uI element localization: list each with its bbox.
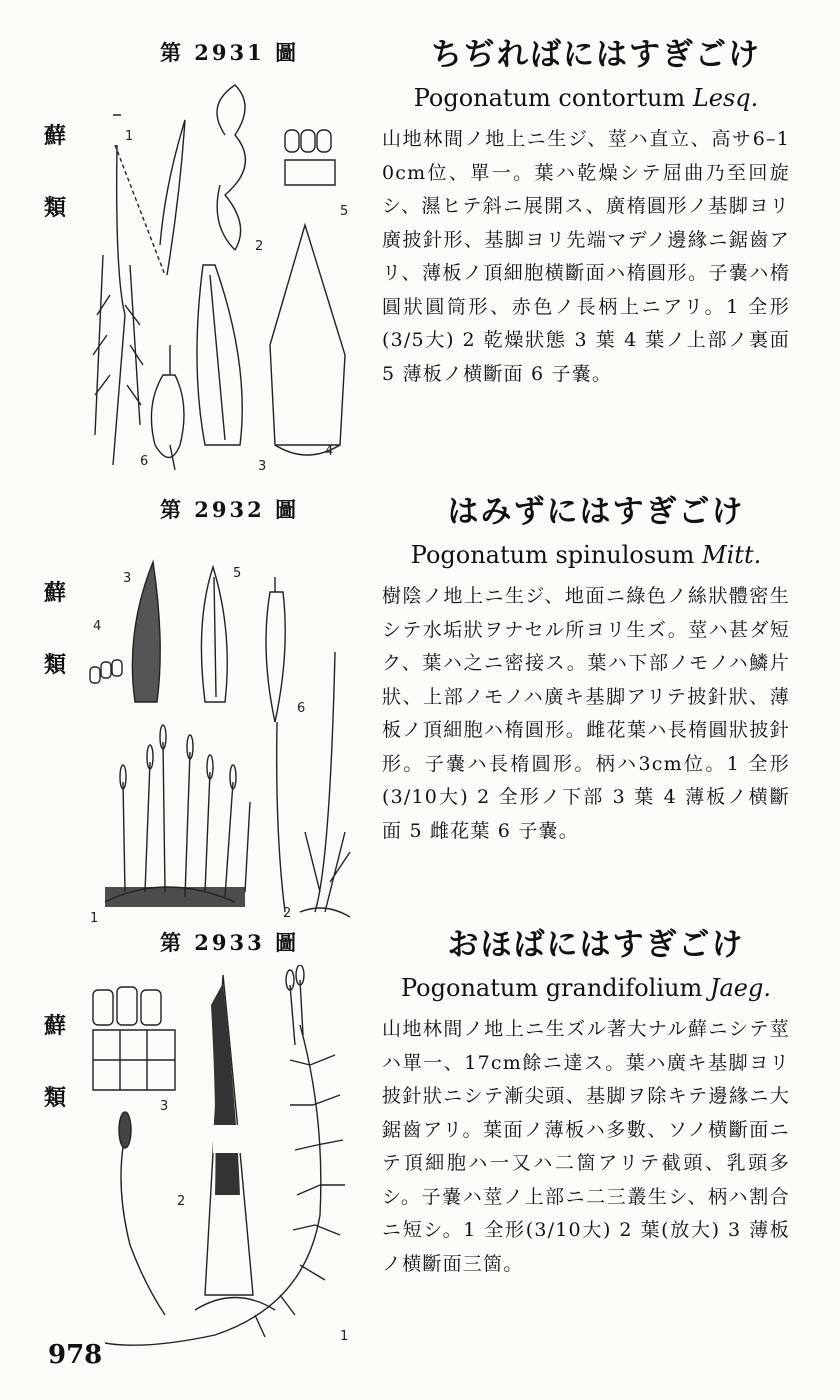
moss-illustration xyxy=(85,75,375,470)
figure-label: 6 xyxy=(297,701,306,716)
moss-illustration xyxy=(85,965,375,1360)
illustration-drawing xyxy=(85,965,375,1360)
figure-number: 第 2933 圖 xyxy=(160,930,300,955)
figure-label: 5 xyxy=(340,204,349,219)
illustration-drawing xyxy=(85,532,375,927)
category-char: 蘚 xyxy=(44,123,67,149)
figure-label: 5 xyxy=(233,566,242,581)
japanese-name: おほばにはすぎごけ xyxy=(447,927,745,963)
scientific-binomial: Pogonatum grandifolium xyxy=(401,974,703,1002)
figure-label: 1 xyxy=(125,129,134,144)
category-char: 蘚 xyxy=(44,580,67,606)
description: 樹陰ノ地上ニ生ジ、地面ニ綠色ノ絲狀體密生シテ水垢狀ヲナセル所ヨリ生ズ。莖ハ甚ダ短ク、葉ハ之ニ密接ス。葉ハ下部ノモノハ鱗片狀、上部ノモノハ廣キ基脚アリテ披針狀、薄板ノ頂細胞ハ楕圓形。雌花葉ハ長楕圓狀披針形。子嚢ハ長楕圓形。柄ハ3cm位。1 全形(3/10大) 2 全形ノ下部 3 葉 4 薄板ノ横斷面 5 雌花葉 6 子嚢。 xyxy=(382,585,790,842)
scientific-author: Lesq. xyxy=(692,84,759,112)
category-char: 類 xyxy=(44,652,67,678)
category-label xyxy=(44,557,70,701)
scientific-author: Jaeg. xyxy=(709,974,771,1002)
entry-2932 xyxy=(0,482,840,937)
category-char: 類 xyxy=(44,1085,67,1111)
text-column xyxy=(382,33,790,391)
figure-label: 3 xyxy=(160,1099,169,1114)
scientific-name xyxy=(382,534,790,576)
scientific-binomial: Pogonatum contortum xyxy=(413,84,686,112)
figure-label: 3 xyxy=(258,459,267,470)
scientific-author: Mitt. xyxy=(702,541,762,569)
figure-label: 4 xyxy=(93,619,102,634)
figure-label: 2 xyxy=(283,906,292,921)
illustration-drawing xyxy=(85,75,375,470)
figure-number: 第 2931 圖 xyxy=(160,40,300,65)
moss-illustration xyxy=(85,532,375,927)
japanese-name: はみずにはすぎごけ xyxy=(447,494,745,530)
category-char: 類 xyxy=(44,195,67,221)
category-label xyxy=(44,990,70,1134)
description: 山地林間ノ地上ニ生ズル著大ナル蘚ニシテ莖ハ單一、17cm餘ニ達ス。葉ハ廣キ基脚ヨリ披針狀ニシテ漸尖頭、基脚ヲ除キテ邊緣ニ大鋸齒アリ。葉面ノ薄板ハ多數、ソノ横斷面ニテ頂細胞ハ一又ハ二箇アリテ截頭、乳頭多シ。子嚢ハ莖ノ上部ニ二三叢生シ、柄ハ割合ニ短シ。1 全形(3/10大) 2 葉(放大) 3 薄板ノ横斷面三箇。 xyxy=(382,1018,790,1275)
figure-label: 2 xyxy=(255,239,264,254)
figure-label: 1 xyxy=(340,1329,349,1344)
figure-label: 3 xyxy=(123,571,132,586)
figure-label: 2 xyxy=(177,1194,186,1209)
text-column xyxy=(382,923,790,1281)
page-number: 978 xyxy=(48,1340,103,1370)
entry-2933 xyxy=(0,915,840,1370)
description: 山地林間ノ地上ニ生ジ、莖ハ直立、高サ6–10cm位、單一。葉ハ乾燥シテ屈曲乃至回旋シ、濕ヒテ斜ニ展開ス、廣楕圓形ノ基脚ヨリ廣披針形、基脚ヨリ先端マデノ邊緣ニ鋸齒アリ、薄板ノ頂細胞横斷面ハ楕圓形。子嚢ハ楕圓狀圓筒形、赤色ノ長柄上ニアリ。1 全形(3/5大) 2 乾燥狀態 3 葉 4 葉ノ上部ノ裏面 5 薄板ノ横斷面 6 子嚢。 xyxy=(382,128,790,385)
scientific-binomial: Pogonatum spinulosum xyxy=(410,541,695,569)
figure-label: 6 xyxy=(140,454,149,469)
scientific-name xyxy=(382,967,790,1009)
scientific-name xyxy=(382,77,790,119)
text-column xyxy=(382,490,790,848)
figure-number: 第 2932 圖 xyxy=(160,497,300,522)
figure-label: 4 xyxy=(325,444,334,459)
entry-2931 xyxy=(0,25,840,480)
japanese-name: ちぢればにはすぎごけ xyxy=(431,37,761,73)
category-char: 蘚 xyxy=(44,1013,67,1039)
figure-label: 1 xyxy=(90,911,99,926)
category-label xyxy=(44,100,70,244)
